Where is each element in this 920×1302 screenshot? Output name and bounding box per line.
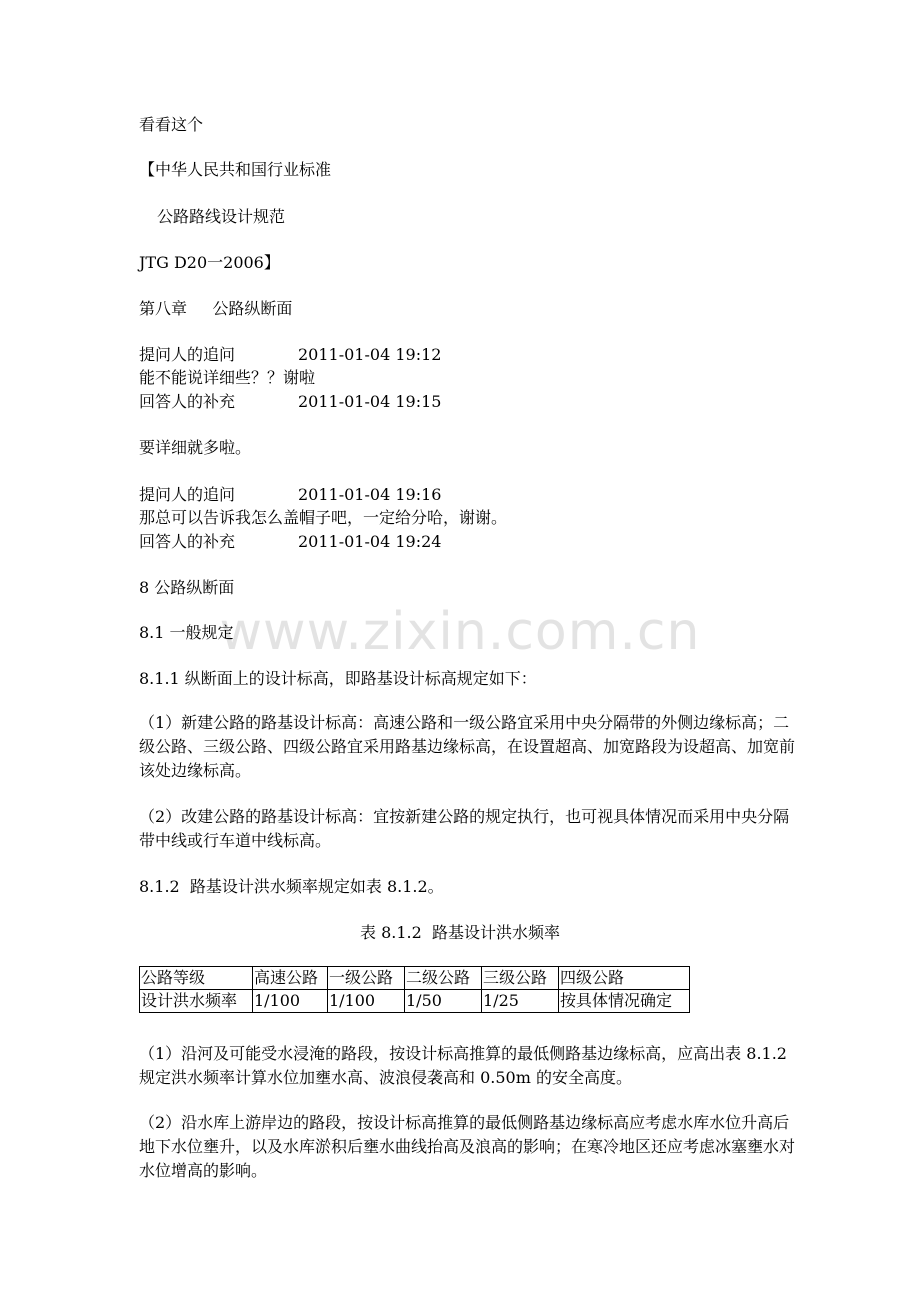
followup-label: 提问人的追问 bbox=[139, 485, 236, 504]
supplement-timestamp: 2011-01-04 19:24 bbox=[298, 532, 442, 551]
clause-paragraph: （2）沿水库上游岸边的路段，按设计标高推算的最低侧路基边缘标高应考虑水库水位升高后地下水位壅升，以及水库淤积后壅水曲线抬高及浪高的影响；在寒冷地区还应考虑冰塞壅水对水位增高的影响。 bbox=[139, 1113, 796, 1180]
standard-title: 【中华人民共和国行业标准 bbox=[139, 160, 332, 179]
chapter-heading: 第八章 公路纵断面 bbox=[139, 299, 293, 318]
section-heading: 8 公路纵断面 bbox=[139, 578, 235, 597]
supplement-timestamp: 2011-01-04 19:15 bbox=[298, 392, 442, 411]
table-cell: 四级公路 bbox=[559, 967, 690, 990]
standard-code: JTG D20一2006】 bbox=[139, 253, 280, 272]
table-cell: 一级公路 bbox=[328, 967, 405, 990]
table-cell: 公路等级 bbox=[140, 967, 253, 990]
clause-paragraph: （2）改建公路的路基设计标高：宜按新建公路的规定执行，也可视具体情况而采用中央分隔带中线或行车道中线标高。 bbox=[139, 807, 790, 850]
supplement-label: 回答人的补充 bbox=[139, 532, 236, 551]
supplement-label: 回答人的补充 bbox=[139, 392, 236, 411]
followup-timestamp: 2011-01-04 19:12 bbox=[298, 345, 442, 364]
followup-timestamp: 2011-01-04 19:16 bbox=[298, 485, 442, 504]
table-cell: 设计洪水频率 bbox=[140, 990, 253, 1013]
standard-name: 公路路线设计规范 bbox=[157, 207, 286, 226]
table-cell: 1/100 bbox=[328, 990, 405, 1013]
table-cell: 高速公路 bbox=[253, 967, 328, 990]
table-cell: 1/100 bbox=[253, 990, 328, 1013]
table-cell: 二级公路 bbox=[405, 967, 482, 990]
table-cell: 1/25 bbox=[482, 990, 559, 1013]
table-header-row bbox=[140, 967, 690, 990]
flood-frequency-table bbox=[139, 966, 690, 1013]
intro-line: 看看这个 bbox=[139, 115, 204, 134]
clause-heading: 8.1.1 纵断面上的设计标高，即路基设计标高规定如下： bbox=[139, 669, 537, 688]
table-cell: 三级公路 bbox=[482, 967, 559, 990]
followup-label: 提问人的追问 bbox=[139, 345, 236, 364]
table-caption: 表 8.1.2 路基设计洪水频率 bbox=[360, 923, 560, 942]
watermark: www.zixin.com.cn bbox=[219, 602, 701, 662]
table-cell: 1/50 bbox=[405, 990, 482, 1013]
clause-paragraph: （1）新建公路的路基设计标高：高速公路和一级公路宜采用中央分隔带的外侧边缘标高；二级公路、三级公路、四级公路宜采用路基边缘标高，在设置超高、加宽路段为设超高、加宽前该处边缘标高。 bbox=[139, 713, 796, 780]
subsection-heading: 8.1 一般规定 bbox=[139, 623, 234, 642]
table-cell: 按具体情况确定 bbox=[559, 990, 690, 1013]
table-row bbox=[140, 990, 690, 1013]
supplement-text: 要详细就多啦。 bbox=[139, 438, 252, 457]
clause-paragraph: （1）沿河及可能受水浸淹的路段，按设计标高推算的最低侧路基边缘标高，应高出表 8.1.2 规定洪水频率计算水位加壅水高、波浪侵袭高和 0.50m 的安全高度。 bbox=[139, 1044, 787, 1087]
followup-text: 能不能说详细些？？谢啦 bbox=[139, 368, 316, 387]
clause-heading: 8.1.2 路基设计洪水频率规定如表 8.1.2。 bbox=[139, 877, 444, 896]
followup-text: 那总可以告诉我怎么盖帽子吧，一定给分哈，谢谢。 bbox=[139, 508, 508, 527]
